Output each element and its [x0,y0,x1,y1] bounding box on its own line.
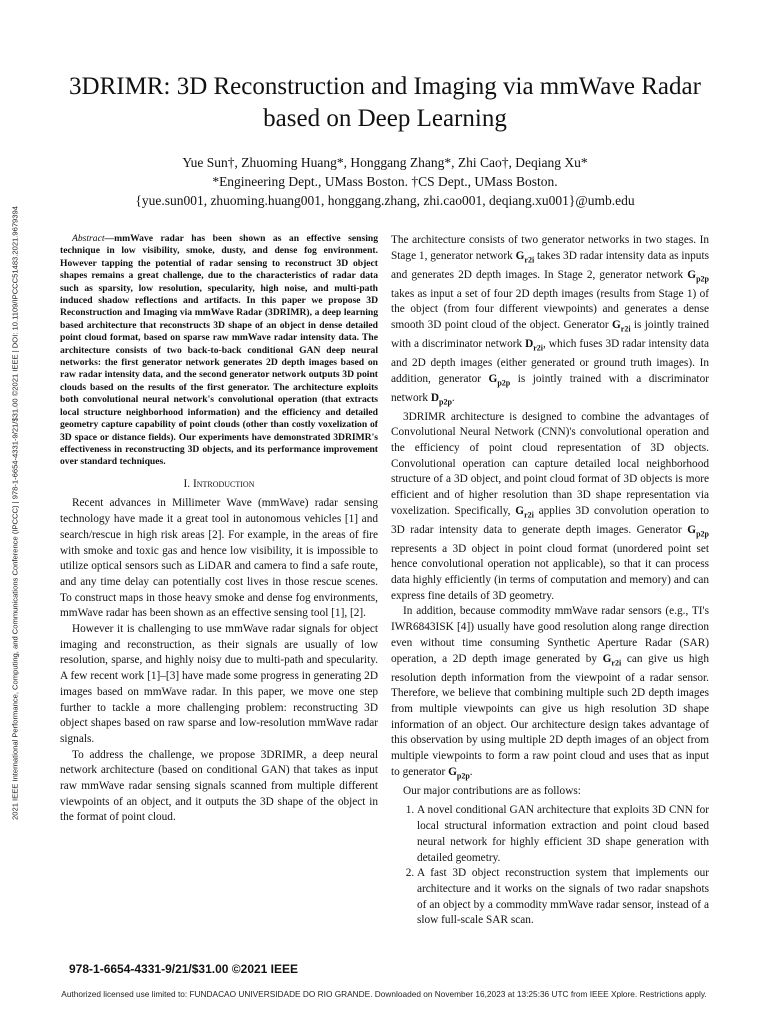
contributions-list [391,803,709,929]
right-column [391,233,709,929]
symbol-g-p2p: $G_{p2p}$ [687,268,709,283]
right-paragraph-1: The architecture consists of two generator networks in two stages. In Stage 1, generator network $G_{r2i}$ takes 3D radar intensity data as inputs and generates 2D depth images. In Stage 2, generator network $G_{p2p}$ takes as input a set of four 2D depth images (results from Stage 1) of the object (from four different viewpoints) and generates a dense smooth 3D point cloud of the object. Generator $G_{r2i}$ is jointly trained with a discriminator network $D_{r2i}$, which fuses 3D radar intensity data and 2D depth images (either generated or ground truth images). In addition, generator $G_{p2p}$ is jointly trained with a discriminator network $D_{p2p}$. [391,234,709,406]
intro-paragraph-3: To address the challenge, we propose 3DRIMR, a deep neural network architecture (based on conditional GAN) that takes as input raw mmWave radar sensing signals scanned from multiple different viewpoints of an object, and it outputs the 3D shape of the object in the format of point cloud. [60,748,378,824]
author-block [40,153,730,210]
license-footer: Authorized licensed use limited to: FUNDACAO UNIVERSIDADE DO RIO GRANDE. Downloaded on November 16,2023 at 13:25:36 UTC from IEEE Xplore. Restrictions apply. [61,989,707,999]
title-line-1: 3DRIMR: 3D Reconstruction and Imaging via mmWave Radar [69,73,701,100]
contributions-intro: Our major contributions are as follows: [403,784,581,797]
right-paragraph-2: 3DRIMR architecture is designed to combine the advantages of Convolutional Neural Network (CNN)'s convolutional operation and the efficiency of point cloud representation of 3D objects. Convolutional operation can capture detailed local neighborhood structure of a 3D object, and point cloud format of 3D objects is more efficient and of higher resolution than 3D shape representation via voxelization. Specifically, $G_{r2i}$ applies 3D convolution operation to 3D radar intensity data to generate depth images. Generator $G_{p2p}$ represents a 3D object in point cloud format (unordered point set hence convolutional operation not applicable), so that it can process data highly efficiently (in terms of computation and memory) and can express fine details of 3D geometry. [391,410,709,602]
intro-paragraph-1: Recent advances in Millimeter Wave (mmWave) radar sensing technology have made it a great tool in autonomous vehicles [1] and search/rescue in high risk areas [2]. For example, in the areas of fire with smoke and toxic gas and hence low visibility, it is impossible to utilize optical sensors such as LiDAR and camera to find a safe route, and any time delay can potentially cost lives in those rescue scenes. To construct maps in those heavy smoke and dense fog environments, mmWave radar has been shown as an effective sensing tool [1], [2]. [60,497,378,620]
symbol-g-p2p: $G_{p2p}$ [488,372,511,387]
side-citation-text: 2021 IEEE International Performance, Computing, and Communications Conference (IPCCC) | 978-1-6654-4331-9/21/$31.00 ©2021 IEEE | DOI: 10.1109/IPCCC51483.2021.9679394 [10,206,20,820]
section-title: Introduction [192,477,255,490]
intro-paragraph-2: However it is challenging to use mmWave radar signals for object imaging and reconstruction, as their signals are usually of low resolution, sparse, and highly noisy due to multi-path and specularity. A few recent work [1]–[3] have made some progress in generating 2D images based on mmWave radar. In this paper, we move one step further to tackle a more challenging problem: reconstructing 3D object shapes based on raw sparse and low-resolution mmWave radar signals. [60,623,378,745]
abstract-label: Abstract [72,233,105,244]
paper-title [40,71,730,135]
section-heading [60,477,378,493]
list-item: 2. A fast 3D object reconstruction system that implements our architecture and it works on the signals of two radar snapshots of an object by a commodity mmWave radar sensor, instead of a slow full-scale SAR scan. [417,866,709,929]
side-margin-citation [8,128,22,898]
list-item: 1. A novel conditional GAN architecture that exploits 3D CNN for local structural information extraction and point cloud based neural network for highly efficient 3D shape generation with detailed geometry. [417,803,709,866]
symbol-d-r2i: $D_{r2i}$ [525,337,544,353]
symbol-g-r2i: $G_{r2i}$ [611,319,631,334]
right-paragraph-3: In addition, because commodity mmWave radar sensors (e.g., TI's IWR6843ISK [4]) usually have good resolution along range direction even without time consuming Synthetic Aperture Radar (SAR) operation, a 2D depth image generated by $G_{r2i}$ can give us high resolution depth information from the viewpoint of a radar sensor. Therefore, we believe that combining multiple such 2D depth images from multiple viewpoints can give us high resolution 3D shape information of an object. Our architecture design takes advantage of this observation by using multiple 2D depth images of an object from multiple viewpoints to form a raw point cloud and uses that as input to generator $G_{p2p}$. [391,605,709,780]
symbol-g-p2p: $G_{p2p}$ [448,765,470,780]
author-emails: {yue.sun001, zhuoming.huang001, honggang.zhang, zhi.cao001, deqiang.xu001}@umb.edu [135,193,635,208]
left-column [60,233,378,826]
symbol-g-r2i: $G_{r2i}$ [515,504,534,519]
symbol-g-r2i: $G_{r2i}$ [602,652,622,667]
section-number: I. [183,477,193,490]
abstract [60,233,378,469]
abstract-text: —mmWave radar has been shown as an effective sensing technique in low visibility, smoke, dusty, and dense fog environment. However tapping the potential of radar sensing to reconstruct 3D object shapes remains a great challenge, due to the characteristics of radar data such as sparsity, low resolution, specularity, high noise, and multi-path induced shadow reflections and artifacts. In this paper we propose 3D Reconstruction and Imaging via mmWave Radar (3DRIMR), a deep learning based architecture that reconstructs 3D shape of an object in dense detailed point cloud format, based on sparse raw mmWave radar intensity data. The architecture consists of two back-to-back conditional GAN deep neural networks: the first generator network generates 2D depth images based on raw radar intensity data, and the second generator network outputs 3D point clouds based on the results of the first generator. The architecture exploits both convolutional neural network's convolutional operation (that extracts local structure neighborhood information) and the efficiency and detailed geometry capture capability of point clouds (other than costly voxelization of 3D space or distance fields). Our experiments have demonstrated 3DRIMR's effectiveness in reconstructing 3D objects, and its performance improvement over standard techniques. [60,233,378,468]
isbn-line: 978-1-6654-4331-9/21/$31.00 ©2021 IEEE [69,962,299,976]
symbol-d-p2p: $D_{p2p}$ [430,391,452,406]
symbol-g-p2p: $G_{p2p}$ [687,523,709,538]
title-line-2: based on Deep Learning [263,105,507,132]
symbol-g-r2i: $G_{r2i}$ [515,249,535,264]
author-affiliations: *Engineering Dept., UMass Boston. †CS Dept., UMass Boston. [212,174,558,189]
author-names: Yue Sun†, Zhuoming Huang*, Honggang Zhang*, Zhi Cao†, Deqiang Xu* [182,155,588,170]
